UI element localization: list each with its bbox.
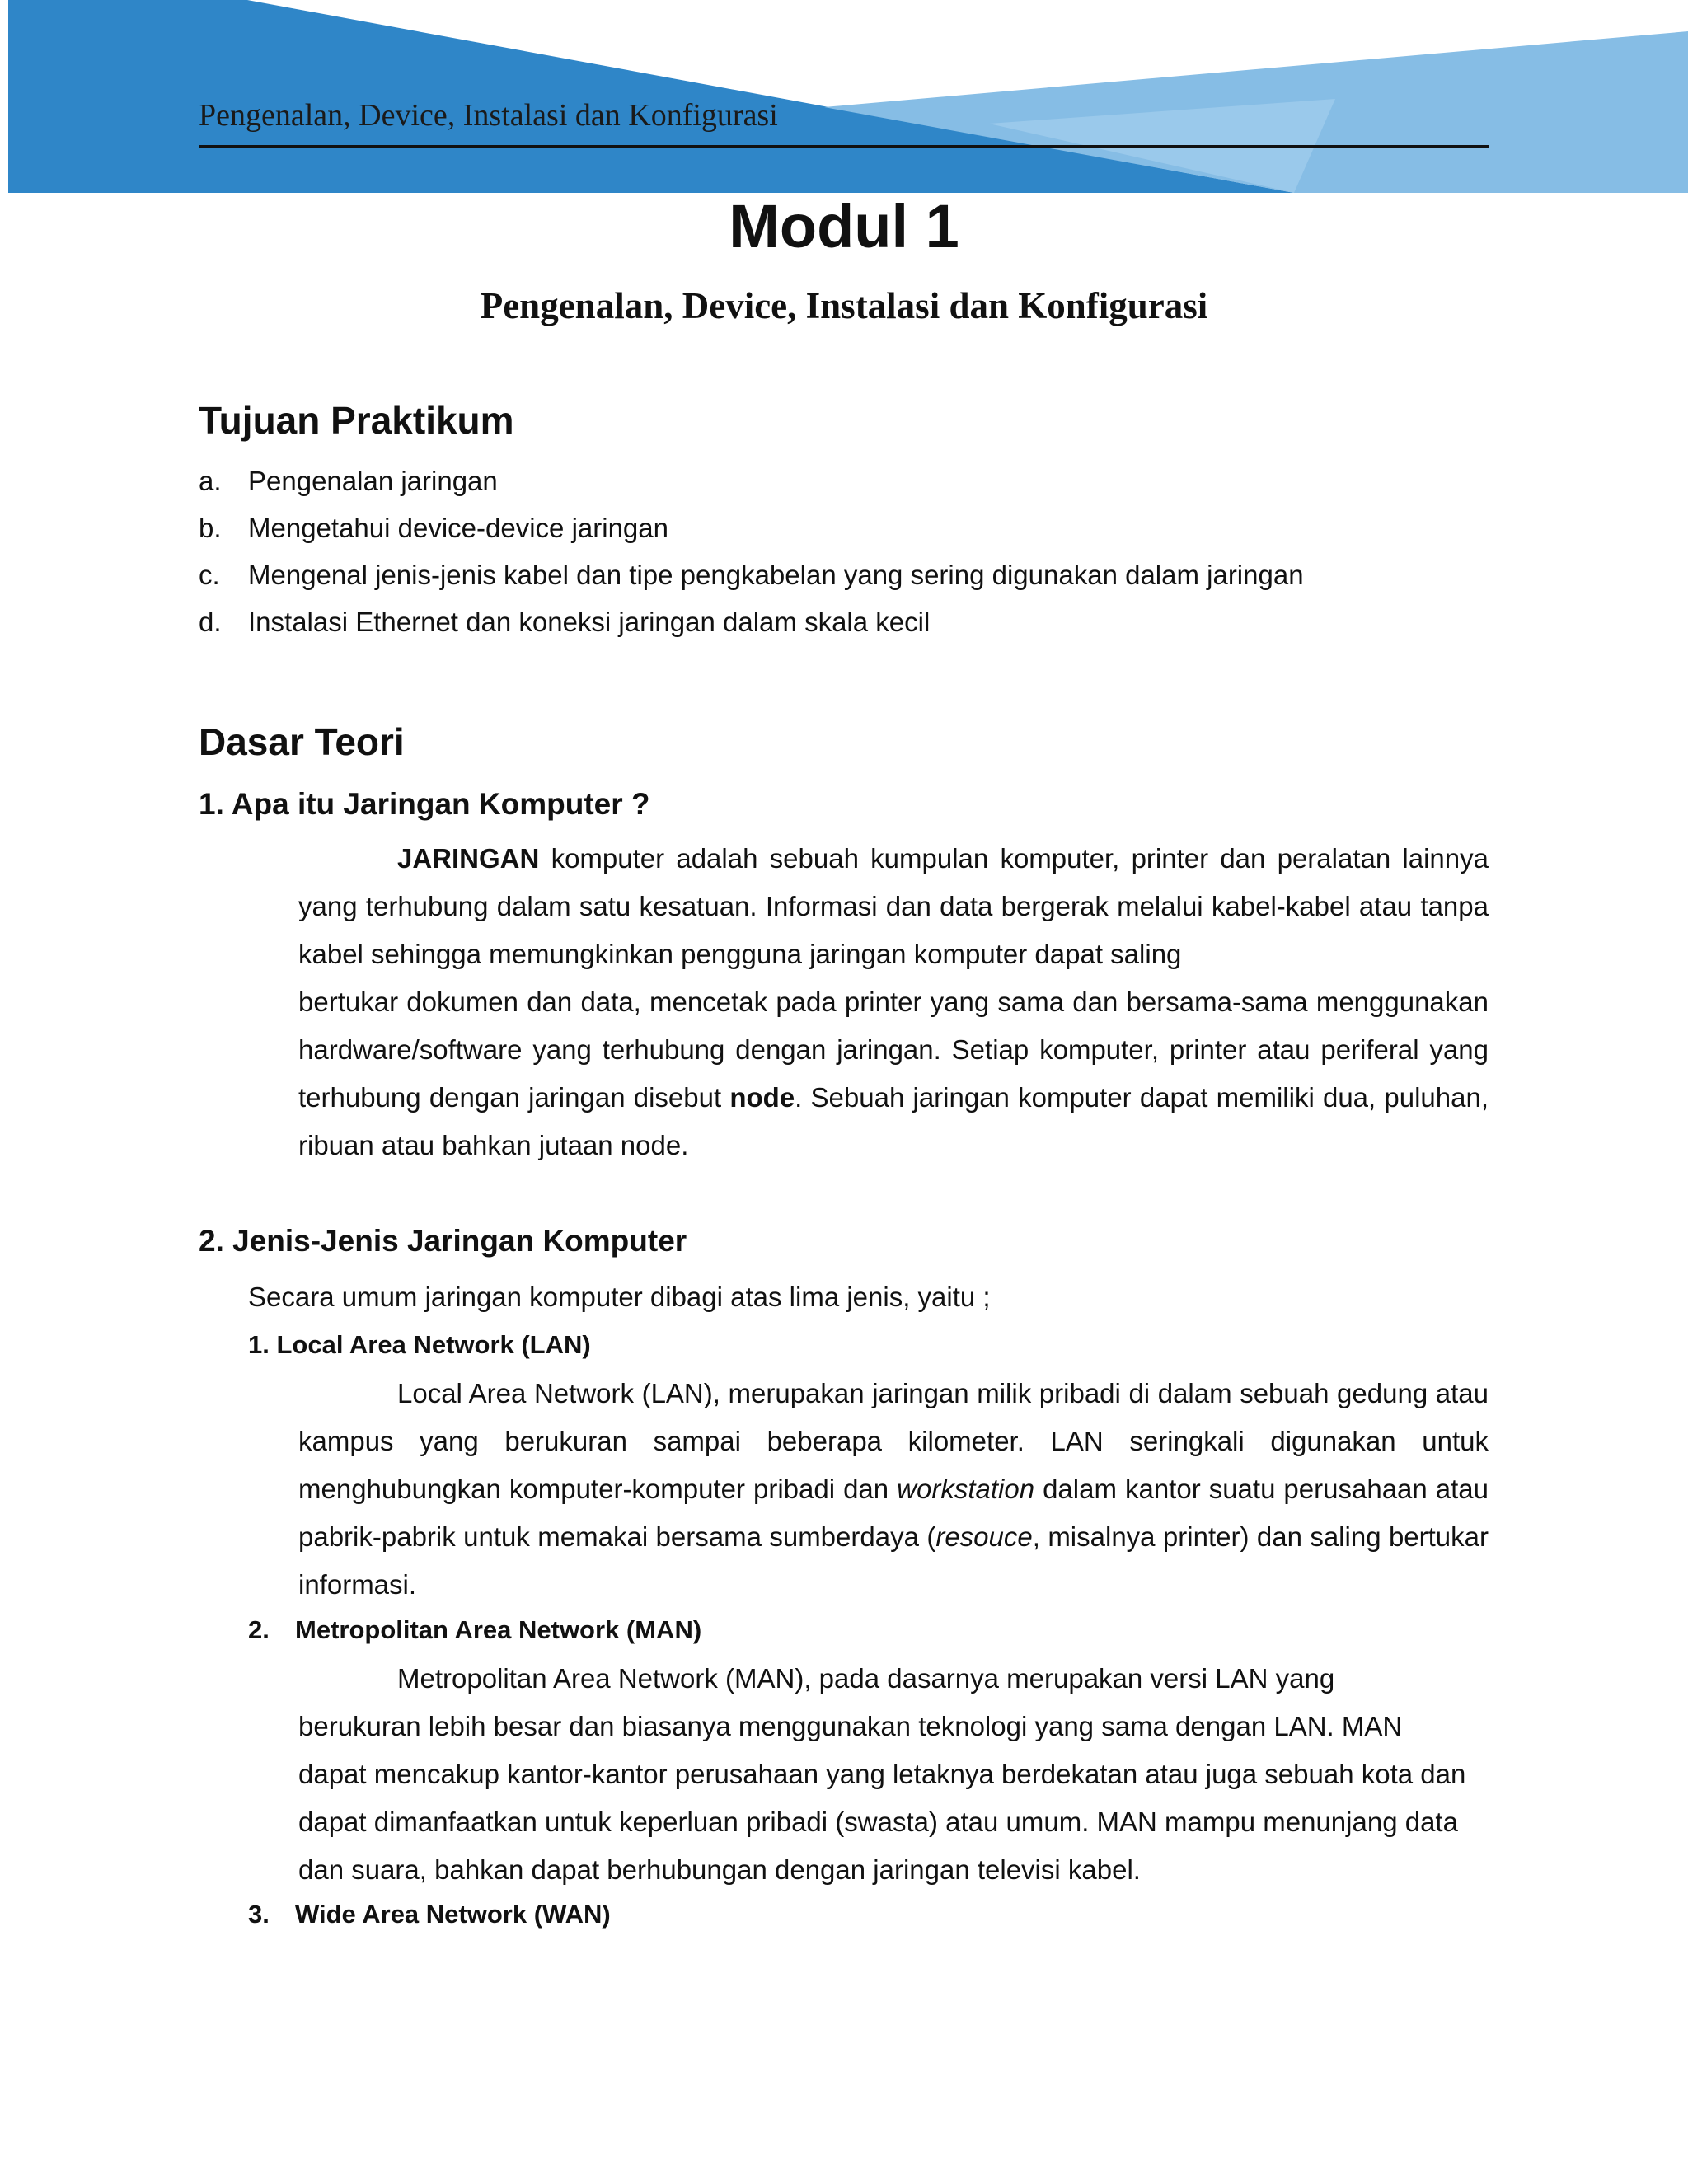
paragraph-text: komputer adalah sebuah kumpulan komputer, printer dan peralatan lainnya yang terhubung dalam satu kesatuan. Informasi dan data bergerak melalui kabel-kabel atau tanpa kabel sehingga memungkinkan pengguna jaringan komputer dapat saling: [298, 843, 1489, 969]
italic-term: workstation: [897, 1474, 1035, 1504]
list-text: Mengenal jenis-jenis kabel dan tipe pengkabelan yang sering digunakan dalam jaringan: [248, 560, 1304, 590]
man-line: dan suara, bahkan dapat berhubungan dengan jaringan televisi kabel.: [298, 1854, 1141, 1885]
list-marker: d.: [199, 607, 222, 637]
man-line: dapat mencakup kantor-kantor perusahaan yang letaknya berdekatan atau juga sebuah kota dan: [298, 1759, 1466, 1789]
paragraph-text: [298, 1370, 1489, 1609]
text-run: Local Area Network (LAN), merupakan jaringan milik pribadi di dalam sebuah gedung atau kampus yang berukuran sampai beberapa kilometer. LAN seringkali digunakan untuk menghubungkan komputer-komputer pribadi dan: [298, 1378, 1489, 1504]
section-2-heading: 2. Jenis-Jenis Jaringan Komputer: [199, 1224, 687, 1258]
man-paragraph: [298, 1655, 1489, 1894]
man-title: Metropolitan Area Network (MAN): [295, 1615, 702, 1644]
section-1-heading: 1. Apa itu Jaringan Komputer ?: [199, 787, 650, 821]
lan-heading: 1. Local Area Network (LAN): [248, 1330, 591, 1359]
list-text: Instalasi Ethernet dan koneksi jaringan dalam skala kecil: [248, 607, 931, 637]
man-line: Metropolitan Area Network (MAN), pada dasarnya merupakan versi LAN yang: [397, 1663, 1335, 1694]
paragraph-part-2: [298, 978, 1489, 1169]
dasar-teori-heading: Dasar Teori: [199, 720, 405, 763]
paragraph-part-1: [298, 835, 1489, 978]
text-run: , misalnya printer) dan saling bertukar informasi.: [298, 1521, 1489, 1600]
tujuan-heading: Tujuan Praktikum: [199, 399, 514, 442]
bold-term: node: [729, 1082, 795, 1113]
paragraph-text: bertukar dokumen dan data, mencetak pada printer yang sama dan bersama-sama menggunakan hardware/software yang terhubung dengan jaringan. Setiap komputer, printer atau periferal yang terhubung dengan jaringan disebut: [298, 987, 1489, 1113]
list-item: [199, 513, 668, 544]
paragraph-text: . Sebuah jaringan komputer dapat memiliki dua, puluhan, ribuan atau bahkan jutaan node.: [298, 1082, 1489, 1160]
section-2-intro: Secara umum jaringan komputer dibagi atas lima jenis, yaitu ;: [248, 1282, 991, 1312]
list-item: [199, 607, 930, 638]
list-item: [199, 466, 498, 497]
bold-term: JARINGAN: [397, 843, 540, 874]
page-title: Modul 1: [729, 192, 959, 260]
wan-heading: [248, 1900, 611, 1929]
man-heading: [248, 1615, 701, 1645]
header-divider: [199, 145, 1489, 148]
list-marker: b.: [199, 513, 222, 543]
lan-paragraph: [298, 1370, 1489, 1609]
list-item: [199, 560, 1304, 591]
page-subtitle: Pengenalan, Device, Instalasi dan Konfigurasi: [480, 285, 1208, 326]
wan-number: 3.: [248, 1900, 270, 1929]
italic-term: resouce: [935, 1521, 1033, 1552]
list-text: Mengetahui device-device jaringan: [248, 513, 668, 543]
list-text: Pengenalan jaringan: [248, 466, 498, 496]
man-number: 2.: [248, 1615, 270, 1644]
section-1-paragraph: [298, 835, 1489, 1169]
man-line: berukuran lebih besar dan biasanya menggunakan teknologi yang sama dengan LAN. MAN: [298, 1711, 1403, 1741]
list-marker: a.: [199, 466, 222, 496]
running-header: Pengenalan, Device, Instalasi dan Konfigurasi: [199, 98, 778, 133]
man-line: dapat dimanfaatkan untuk keperluan pribadi (swasta) atau umum. MAN mampu menunjang data: [298, 1807, 1458, 1837]
text-run: dalam kantor suatu perusahaan atau pabrik-pabrik untuk memakai bersama sumberdaya (: [298, 1474, 1489, 1552]
list-marker: c.: [199, 560, 220, 590]
wan-title: Wide Area Network (WAN): [295, 1900, 611, 1929]
